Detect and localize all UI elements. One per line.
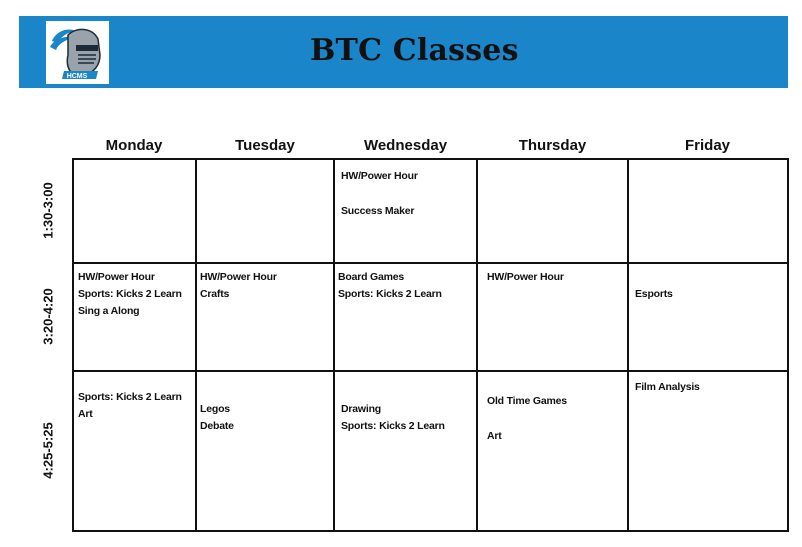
class-entry: Old Time Games <box>487 395 567 407</box>
grid-line <box>72 158 789 160</box>
knight-helmet-icon <box>46 21 109 84</box>
class-entry: Success Maker <box>341 205 415 217</box>
grid-line <box>72 530 789 532</box>
class-entry: Legos <box>200 403 230 415</box>
grid-line <box>627 158 629 532</box>
class-entry: HW/Power Hour <box>78 271 155 283</box>
grid-line <box>72 370 789 372</box>
class-entry: Board Games <box>338 271 405 283</box>
day-header-thursday: Thursday <box>518 137 587 154</box>
class-entry: Sing a Along <box>78 305 140 317</box>
grid-line <box>195 158 197 532</box>
grid-line <box>787 158 789 532</box>
class-entry: Drawing <box>341 403 382 415</box>
time-label-slot-3: 4:25-5:25 <box>40 422 56 479</box>
class-entry: Debate <box>200 420 234 432</box>
grid-line <box>476 158 478 532</box>
day-header-monday: Monday <box>105 137 163 154</box>
day-header-wednesday: Wednesday <box>363 137 448 154</box>
svg-text:HCMS: HCMS <box>66 73 88 80</box>
page-title: BTC Classes <box>310 33 519 68</box>
class-entry: Sports: Kicks 2 Learn <box>78 288 182 300</box>
grid-line <box>72 262 789 264</box>
time-label-slot-2: 3:20-4:20 <box>40 288 56 345</box>
school-logo <box>46 21 109 84</box>
day-header-tuesday: Tuesday <box>235 137 295 154</box>
class-entry: Art <box>487 430 502 442</box>
class-entry: Esports <box>635 288 673 300</box>
class-entry: Art <box>78 408 93 420</box>
day-header-friday: Friday <box>684 137 730 154</box>
class-entry: Crafts <box>200 288 230 300</box>
grid-line <box>72 158 74 532</box>
class-entry: HW/Power Hour <box>200 271 277 283</box>
class-entry: Sports: Kicks 2 Learn <box>341 420 445 432</box>
time-label-slot-1: 1:30-3:00 <box>40 182 56 239</box>
grid-line <box>333 158 335 532</box>
class-entry: Film Analysis <box>635 381 700 393</box>
class-entry: Sports: Kicks 2 Learn <box>78 391 182 403</box>
class-entry: HW/Power Hour <box>487 271 564 283</box>
class-entry: HW/Power Hour <box>341 170 418 182</box>
class-entry: Sports: Kicks 2 Learn <box>338 288 442 300</box>
